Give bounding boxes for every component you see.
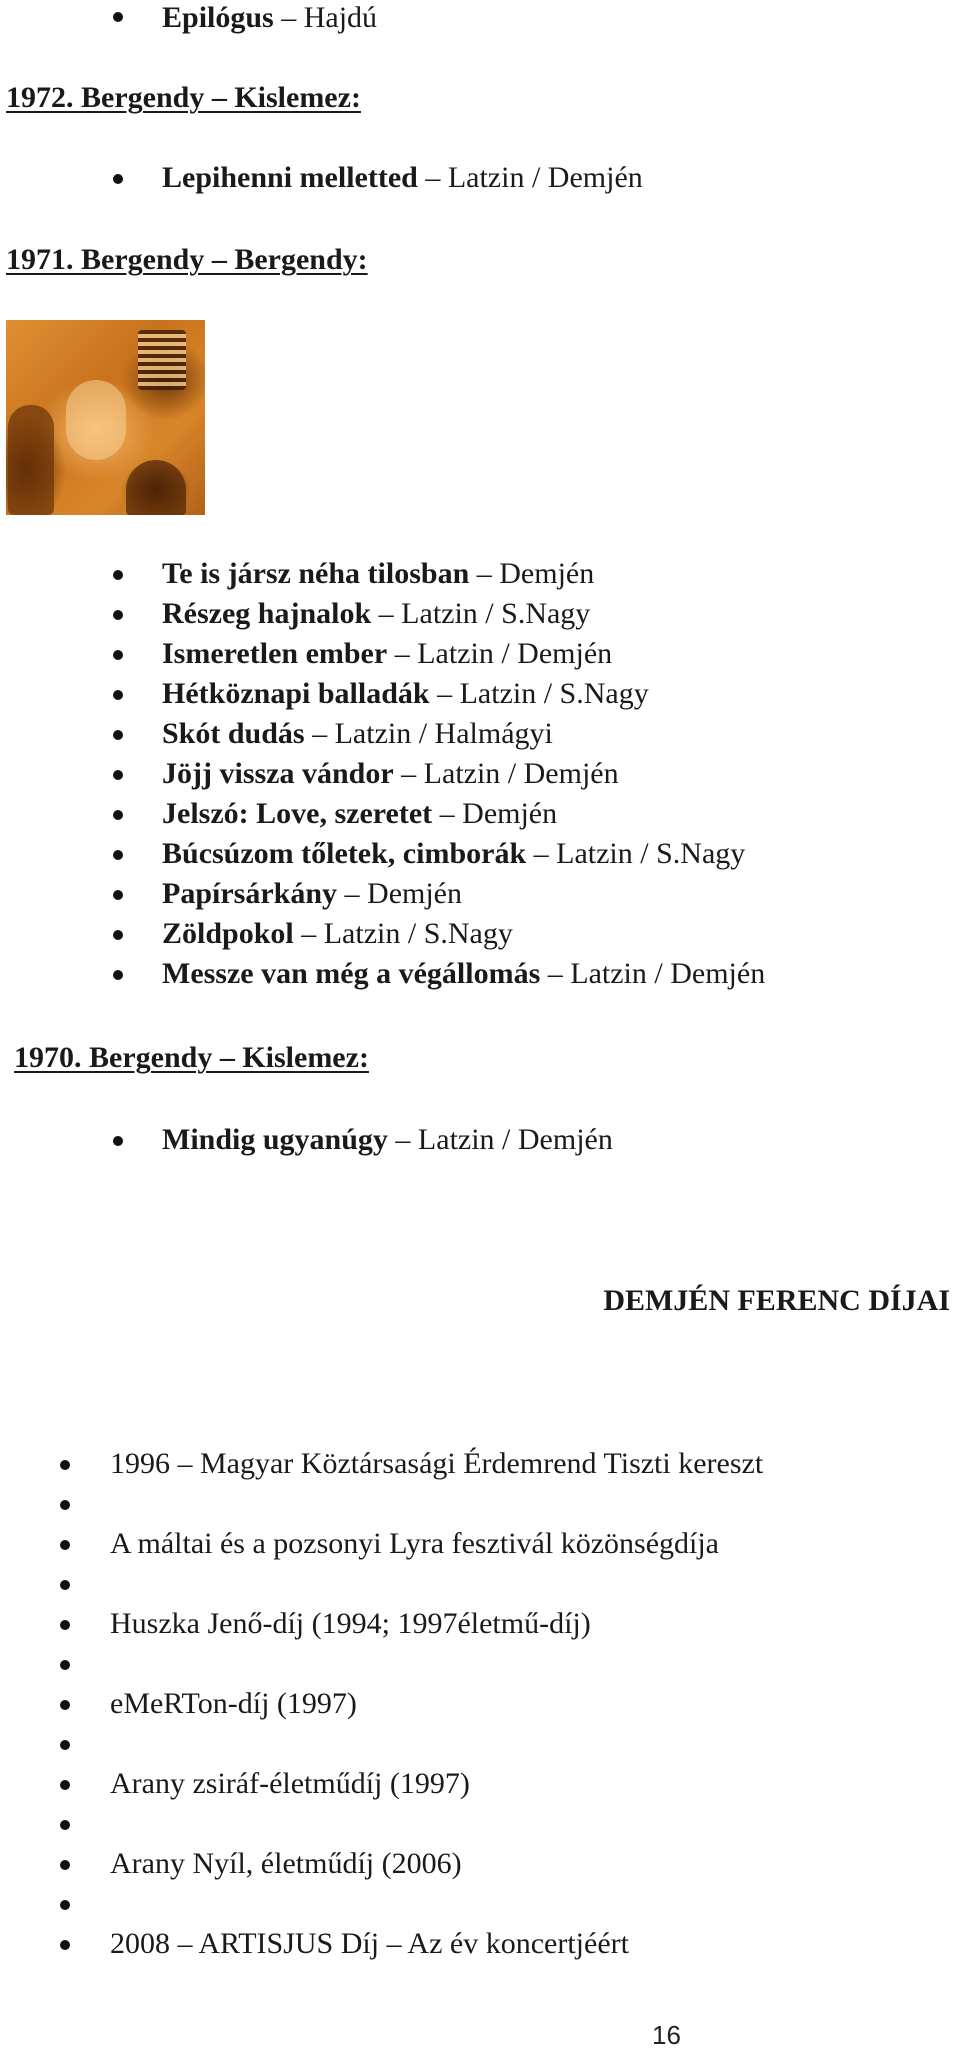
list-bullet [60, 1780, 70, 1790]
song-credit: – Latzin / S.Nagy [378, 597, 591, 630]
song-credit: – Hajdú [281, 1, 378, 34]
song-item [162, 876, 462, 912]
list-bullet [60, 1620, 70, 1630]
list-bullet [60, 1940, 70, 1950]
list-bullet [113, 770, 123, 780]
list-bullet-empty [60, 1660, 70, 1670]
award-item: 1996 – Magyar Köztársasági Érdemrend Tiszti kereszt [110, 1447, 764, 1480]
award-item: Huszka Jenő-díj (1994; 1997életmű-díj) [110, 1607, 591, 1640]
awards-title: DEMJÉN FERENC DÍJAI [603, 1284, 950, 1317]
song-item [162, 756, 619, 792]
list-bullet [113, 570, 123, 580]
album-cover-image [6, 320, 205, 515]
song-item [162, 676, 649, 712]
song-item [162, 160, 643, 196]
list-bullet [60, 1860, 70, 1870]
list-bullet [113, 1136, 123, 1146]
list-bullet [113, 730, 123, 740]
song-credit: – Latzin / Halmágyi [312, 717, 553, 750]
song-credit: – Demjén [439, 797, 558, 830]
song-title: Te is jársz néha tilosban [162, 557, 470, 590]
song-credit: – Demjén [476, 557, 595, 590]
section-heading-1970: 1970. Bergendy – Kislemez: [14, 1041, 369, 1074]
album-logo [138, 330, 186, 390]
song-title: Messze van még a végállomás [162, 957, 541, 990]
song-title: Skót dudás [162, 717, 305, 750]
section-heading-1972: 1972. Bergendy – Kislemez: [6, 81, 361, 114]
song-title: Részeg hajnalok [162, 597, 372, 630]
award-item: Arany zsiráf-életműdíj (1997) [110, 1767, 470, 1800]
list-bullet [113, 610, 123, 620]
page-number: 16 [652, 2020, 681, 2050]
song-title: Ismeretlen ember [162, 637, 388, 670]
list-bullet [113, 174, 123, 184]
list-bullet [113, 970, 123, 980]
award-item: Arany Nyíl, életműdíj (2006) [110, 1847, 462, 1880]
song-title: Epilógus [162, 1, 274, 34]
song-item [162, 916, 513, 952]
award-item: 2008 – ARTISJUS Díj – Az év koncertjéért [110, 1927, 629, 1960]
song-item [162, 636, 612, 672]
list-bullet [113, 690, 123, 700]
song-credit: – Latzin / Demjén [401, 757, 619, 790]
song-credit: – Latzin / S.Nagy [533, 837, 746, 870]
list-bullet [113, 930, 123, 940]
song-title: Búcsúzom tőletek, cimborák [162, 837, 527, 870]
song-title: Zöldpokol [162, 917, 294, 950]
list-bullet [113, 810, 123, 820]
song-title: Papírsárkány [162, 877, 338, 910]
list-bullet-empty [60, 1580, 70, 1590]
song-credit: – Latzin / S.Nagy [301, 917, 513, 950]
list-bullet-empty [60, 1900, 70, 1910]
song-item [162, 0, 377, 36]
section-heading-1971: 1971. Bergendy – Bergendy: [6, 243, 368, 276]
list-bullet [113, 650, 123, 660]
list-bullet-empty [60, 1740, 70, 1750]
song-title: Mindig ugyanúgy [162, 1123, 388, 1156]
song-item [162, 716, 553, 752]
song-item [162, 556, 594, 592]
song-item [162, 1122, 613, 1158]
song-credit: – Latzin / Demjén [425, 161, 643, 194]
song-title: Jöjj vissza vándor [162, 757, 394, 790]
song-credit: – Latzin / S.Nagy [437, 677, 649, 710]
song-item [162, 836, 745, 872]
song-title: Hétköznapi balladák [162, 677, 430, 710]
list-bullet [60, 1540, 70, 1550]
list-bullet [113, 12, 123, 22]
award-item: A máltai és a pozsonyi Lyra fesztivál közönségdíja [110, 1527, 719, 1560]
list-bullet-empty [60, 1820, 70, 1830]
song-item [162, 796, 557, 832]
song-item [162, 596, 590, 632]
list-bullet-empty [60, 1500, 70, 1510]
list-bullet [113, 890, 123, 900]
song-item [162, 956, 765, 992]
list-bullet [60, 1700, 70, 1710]
song-credit: – Latzin / Demjén [394, 637, 613, 670]
list-bullet [113, 850, 123, 860]
song-title: Lepihenni melletted [162, 161, 418, 194]
list-bullet [60, 1460, 70, 1470]
award-item: eMeRTon-díj (1997) [110, 1687, 357, 1720]
song-credit: – Latzin / Demjén [547, 957, 766, 990]
song-title: Jelszó: Love, szeretet [162, 797, 433, 830]
song-credit: – Demjén [344, 877, 462, 910]
song-credit: – Latzin / Demjén [395, 1123, 613, 1156]
